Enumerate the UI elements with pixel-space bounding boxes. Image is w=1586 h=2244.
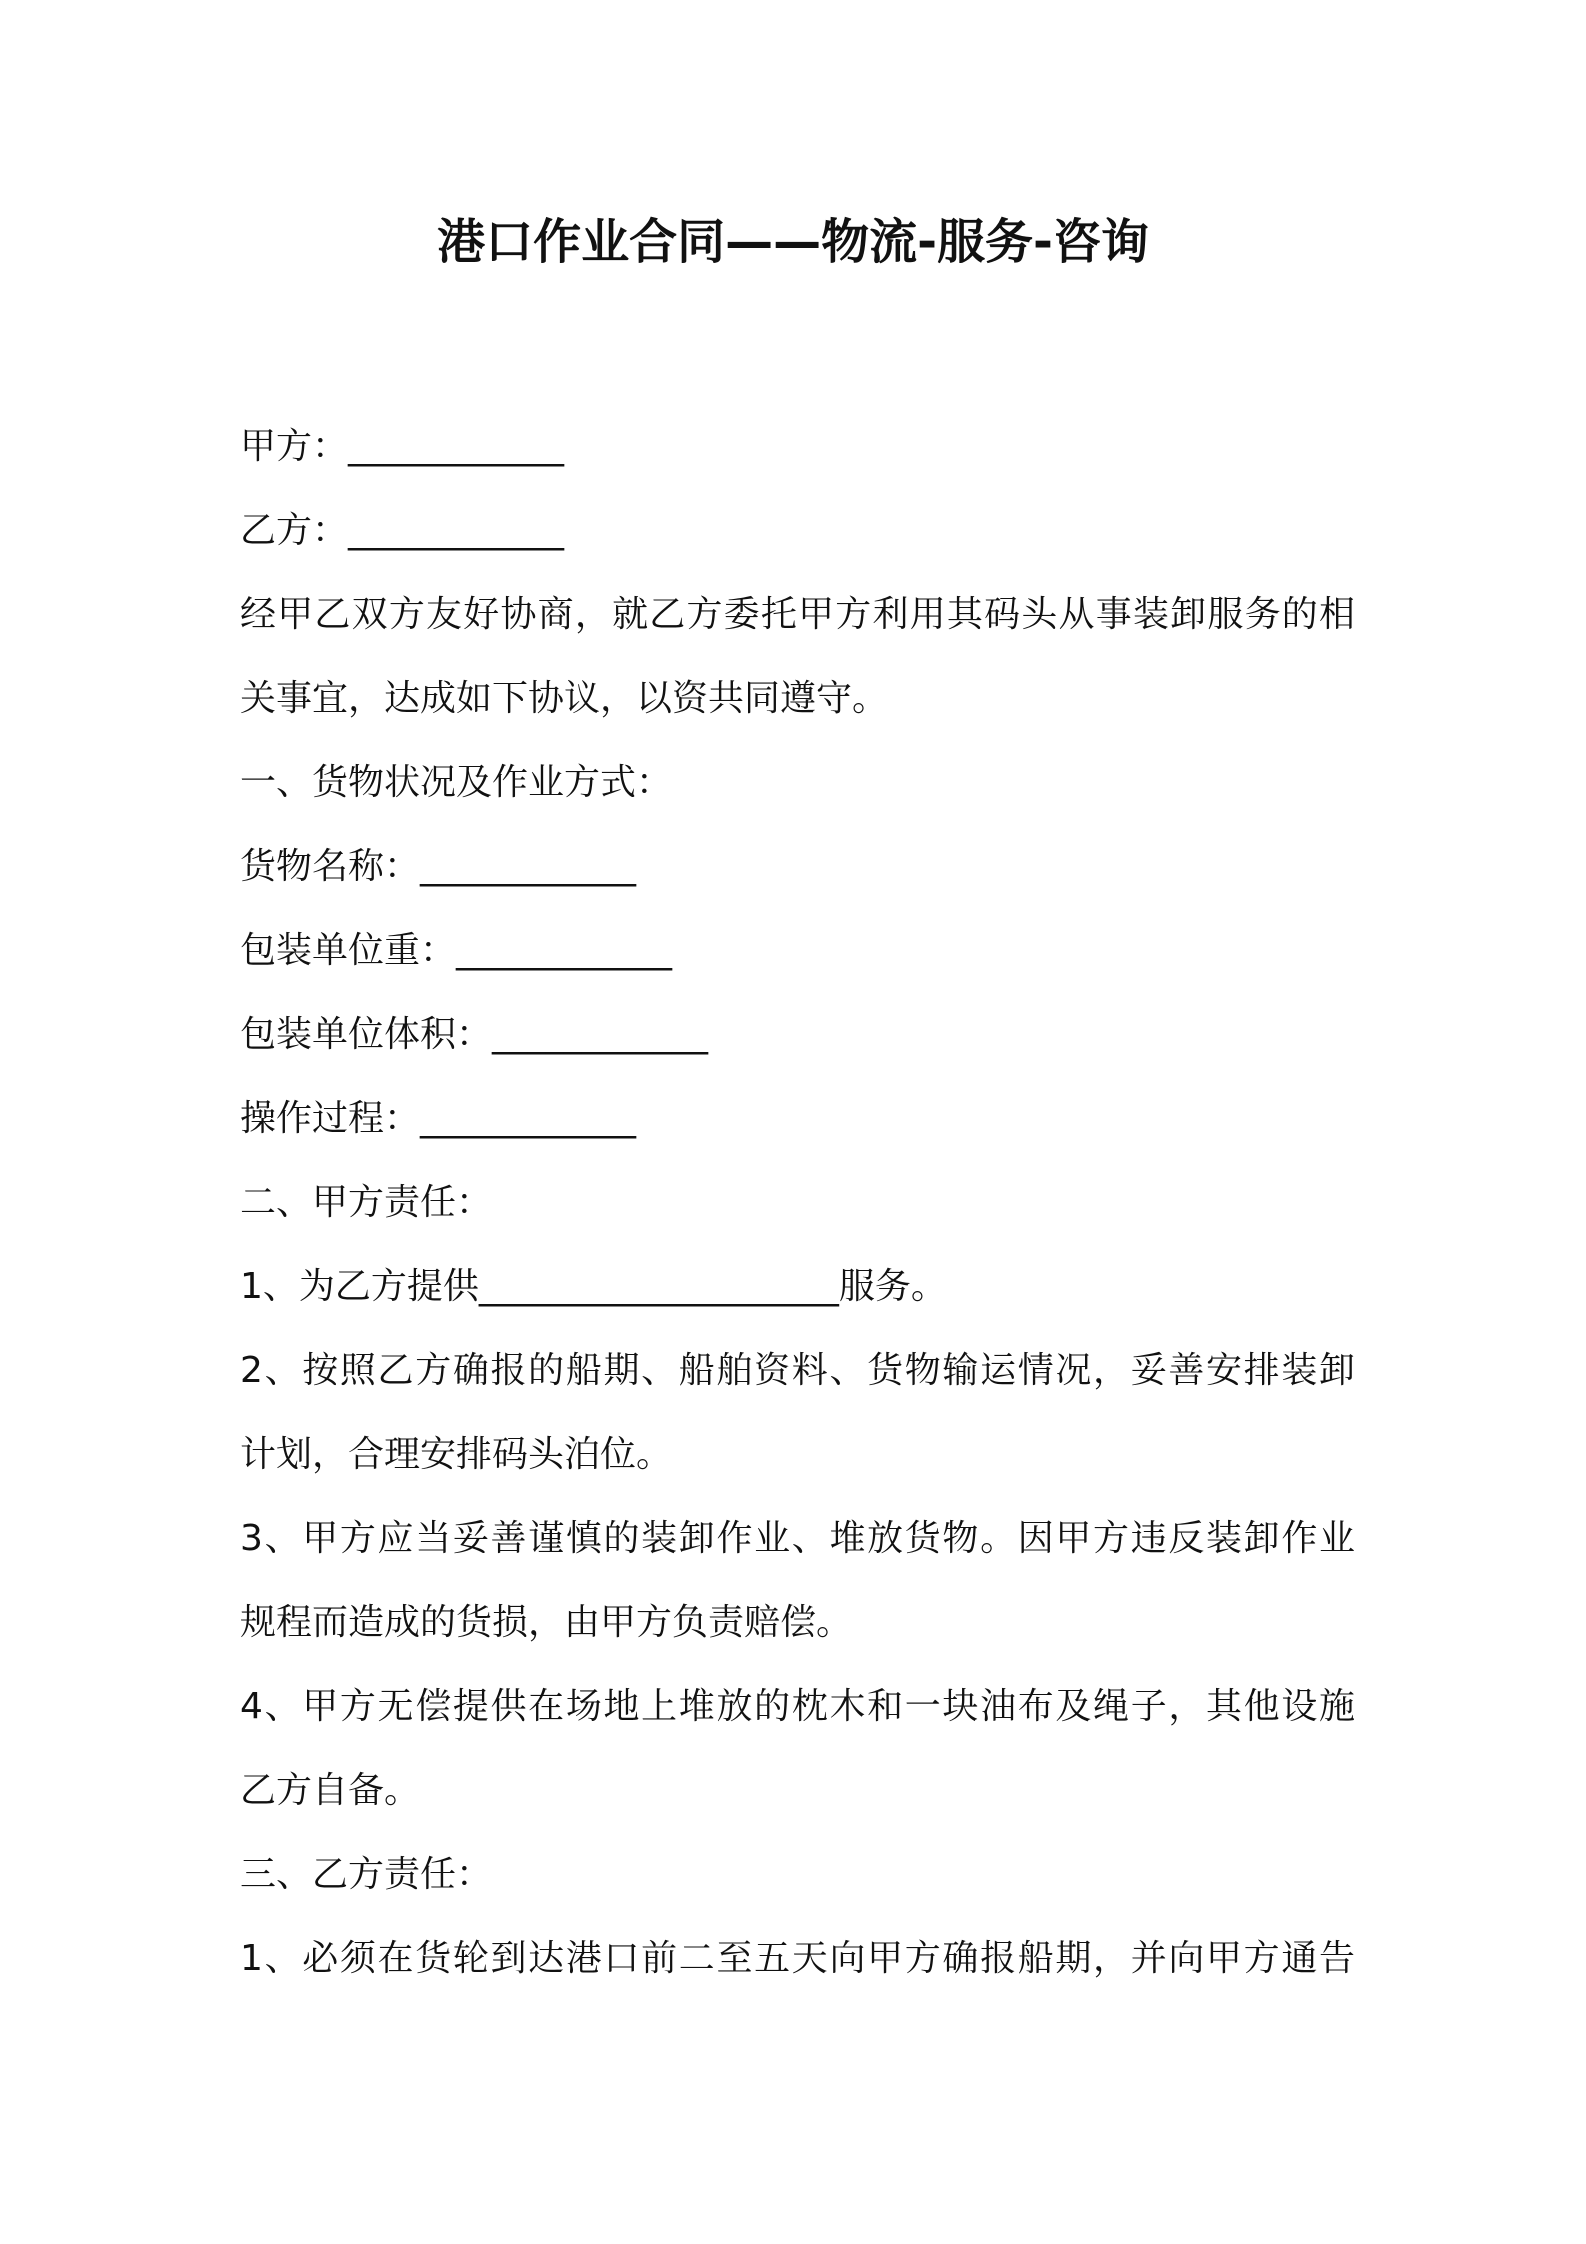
preamble-line-2: 关事宜，达成如下协议，以资共同遵守。 xyxy=(240,678,889,719)
party-b-line: 乙方：____________ xyxy=(240,510,565,551)
document-title: 港口作业合同——物流-服务-咨询 xyxy=(437,214,1149,270)
clause-3-1-line-1: 1、必须在货轮到达港口前二至五天向甲方确报船期，并向甲方通告 xyxy=(240,1938,1355,1979)
section-3-heading: 三、乙方责任： xyxy=(240,1854,493,1895)
document-body xyxy=(240,405,1355,2001)
clause-2-3-line-1: 3、甲方应当妥善谨慎的装卸作业、堆放货物。因甲方违反装卸作业 xyxy=(240,1518,1355,1559)
party-a-line: 甲方：____________ xyxy=(240,426,565,467)
package-weight-line: 包装单位重：____________ xyxy=(240,930,673,971)
clause-2-2-line-1: 2、按照乙方确报的船期、船舶资料、货物输运情况，妥善安排装卸 xyxy=(240,1350,1355,1391)
package-volume-line: 包装单位体积：____________ xyxy=(240,1014,709,1055)
section-2-heading: 二、甲方责任： xyxy=(240,1182,493,1223)
clause-2-4-line-2: 乙方自备。 xyxy=(240,1770,421,1811)
operation-process-line: 操作过程：____________ xyxy=(240,1098,637,1139)
section-1-heading: 一、货物状况及作业方式： xyxy=(240,762,673,803)
preamble-line-1: 经甲乙双方友好协商，就乙方委托甲方利用其码头从事装卸服务的相 xyxy=(240,594,1355,635)
clause-2-3-line-2: 规程而造成的货损，由甲方负责赔偿。 xyxy=(240,1602,853,1643)
clause-2-2-line-2: 计划，合理安排码头泊位。 xyxy=(240,1434,673,1475)
cargo-name-line: 货物名称：____________ xyxy=(240,846,637,887)
clause-2-1: 1、为乙方提供____________________服务。 xyxy=(240,1266,947,1307)
clause-2-4-line-1: 4、甲方无偿提供在场地上堆放的枕木和一块油布及绳子，其他设施 xyxy=(240,1686,1355,1727)
